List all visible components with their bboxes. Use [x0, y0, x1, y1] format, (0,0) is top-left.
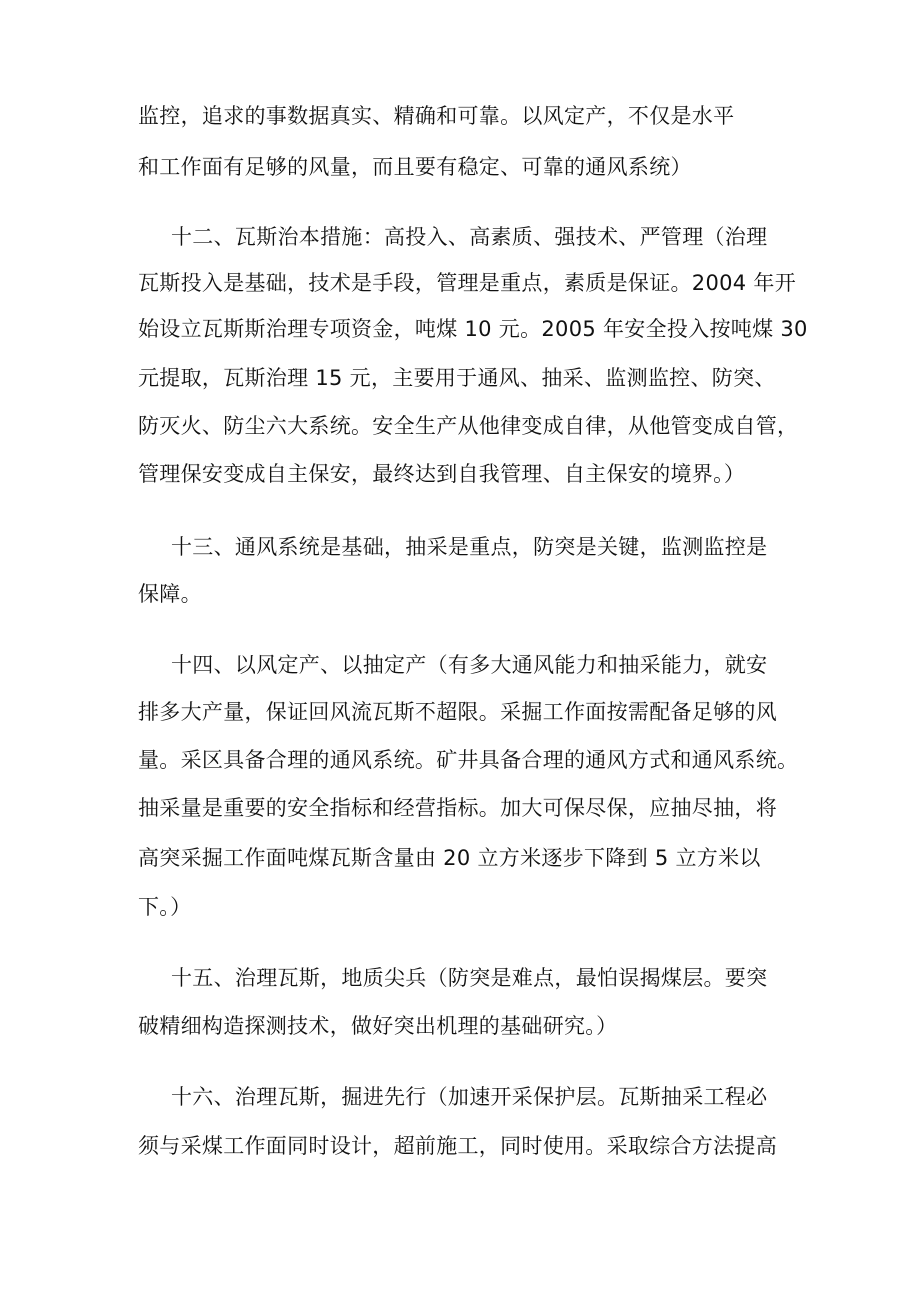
text-line: 抽采量是重要的安全指标和经营指标。加大可保尽保，应抽尽抽，将	[138, 796, 777, 820]
text-line: 防灭火、防尘六大系统。安全生产从他律变成自律，从他管变成自管，	[138, 414, 799, 438]
text-line: 下。）	[138, 895, 192, 919]
text-line: 十三、通风系统是基础，抽采是重点，防突是关键，监测监控是	[171, 535, 768, 559]
text-line: 破精细构造探测技术，做好突出机理的基础研究。）	[138, 1014, 618, 1038]
text-line: 瓦斯投入是基础，技术是手段，管理是重点，素质是保证。2004 年开	[138, 271, 797, 295]
text-line: 须与采煤工作面同时设计，超前施工，同时使用。采取综合方法提高	[138, 1134, 777, 1158]
text-line: 管理保安变成自主保安，最终达到自我管理、自主保安的境界。）	[138, 462, 746, 486]
text-line: 排多大产量，保证回风流瓦斯不超限。采掘工作面按需配备足够的风	[138, 700, 777, 724]
text-line: 量。采区具备合理的通风系统。矿井具备合理的通风方式和通风系统。	[138, 748, 799, 772]
text-line: 十六、治理瓦斯，掘进先行（加速开采保护层。瓦斯抽采工程必	[171, 1085, 768, 1109]
text-line: 始设立瓦斯斯治理专项资金，吨煤 10 元。2005 年安全投入按吨煤 30	[138, 317, 808, 341]
text-line: 和工作面有足够的风量，而且要有稳定、可靠的通风系统）	[138, 155, 692, 179]
text-line: 十四、以风定产、以抽定产（有多大通风能力和抽采能力，就安	[171, 653, 768, 677]
text-line: 保障。	[138, 582, 202, 606]
text-line: 元提取，瓦斯治理 15 元，主要用于通风、抽采、监测监控、防突、	[138, 366, 776, 390]
text-line: 高突采掘工作面吨煤瓦斯含量由 20 立方米逐步下降到 5 立方米以	[138, 846, 761, 870]
text-line: 十二、瓦斯治本措施：高投入、高素质、强技术、严管理（治理	[171, 225, 768, 249]
text-line: 十五、治理瓦斯，地质尖兵（防突是难点，最怕误揭煤层。要突	[171, 966, 768, 990]
text-line: 监控，追求的事数据真实、精确和可靠。以风定产，不仅是水平	[138, 104, 735, 128]
